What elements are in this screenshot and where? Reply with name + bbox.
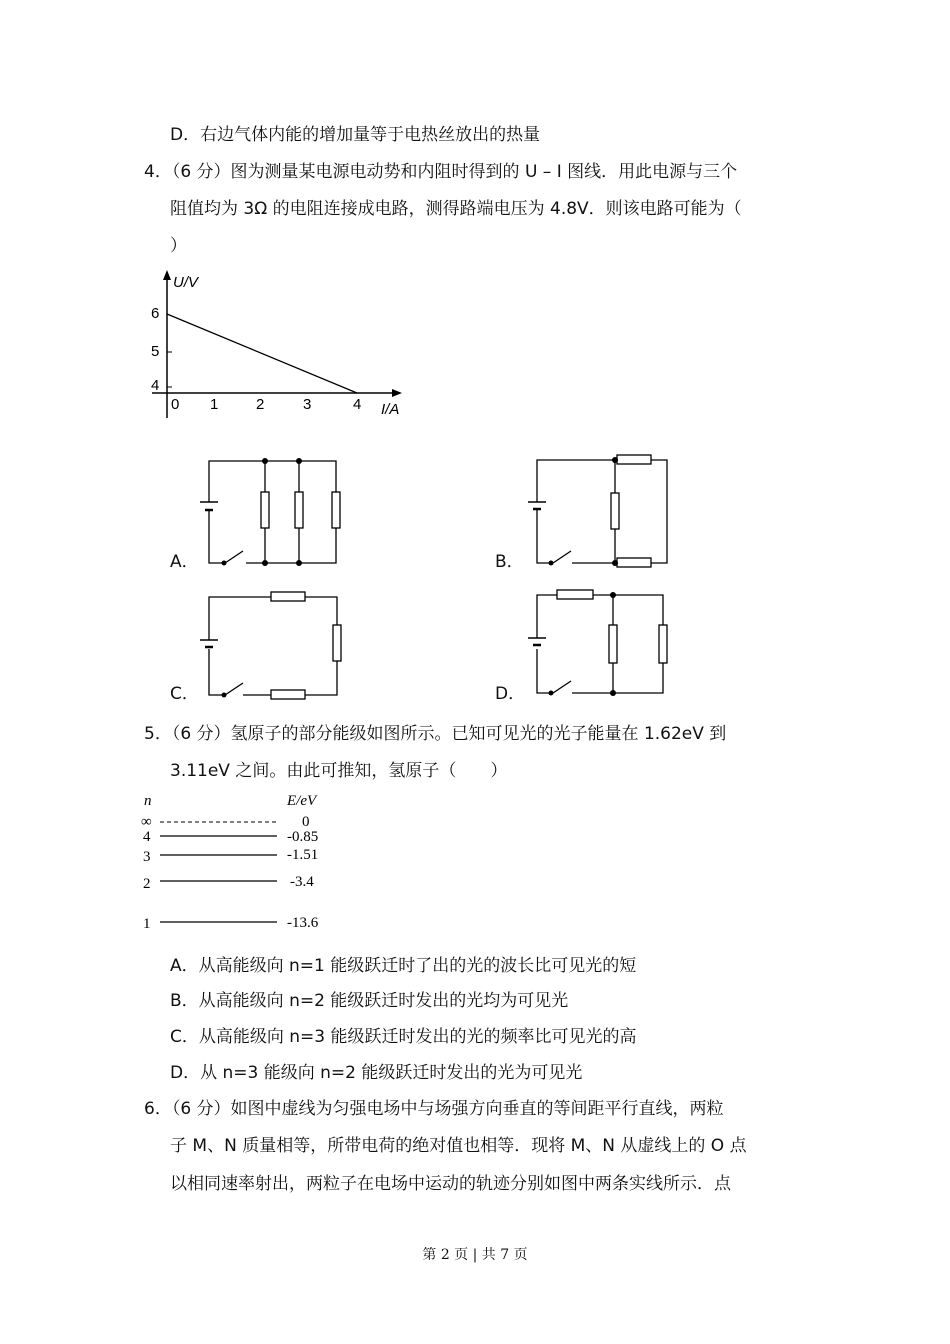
- x-axis-label: I/A: [381, 401, 400, 418]
- level-energy-label: -0.85: [287, 829, 319, 845]
- q4-stem-line3: ）: [170, 236, 187, 256]
- level-n-label: 3: [143, 849, 151, 865]
- circuit-b: [525, 450, 680, 575]
- level-n-label: 1: [143, 916, 151, 932]
- q4-option-c-label: C．: [170, 684, 199, 704]
- ui-graph: [140, 268, 420, 428]
- x-tick-label: 1: [210, 396, 219, 413]
- q4-stem-line2: 阻值均为 3Ω 的电阻连接成电路，测得路端电压为 4.8V．则该电路可能为（: [170, 199, 742, 219]
- circuit-a: [195, 455, 350, 575]
- q5-stem-line2: 3.11eV 之间。由此可推知，氢原子（ ）: [170, 761, 508, 781]
- x-axis-arrow-icon: [392, 389, 402, 397]
- q6-stem-line1: 6．（6 分）如图中虚线为匀强电场中与场强方向垂直的等间距平行直线，两粒: [144, 1099, 724, 1119]
- level-n-label: 4: [143, 829, 151, 845]
- y-axis-label: U/V: [173, 274, 199, 291]
- level-n-label: ∞: [141, 814, 152, 830]
- n-axis-label: n: [144, 793, 152, 809]
- q3-option-d: D．右边气体内能的增加量等于电热丝放出的热量: [170, 125, 541, 145]
- q6-stem-line3: 以相同速率射出，两粒子在电场中运动的轨迹分别如图中两条实线所示．点: [170, 1174, 731, 1194]
- energy-level-diagram: [135, 788, 345, 938]
- level-energy-label: -3.4: [290, 874, 314, 890]
- x-tick-label: 0: [171, 396, 180, 413]
- level-energy-label: 0: [302, 814, 310, 830]
- energy-axis-label: E/eV: [287, 793, 317, 809]
- y-tick-label: 4: [151, 377, 160, 394]
- q5-stem-line1: 5．（6 分）氢原子的部分能级如图所示。已知可见光的光子能量在 1.62eV 到: [144, 724, 727, 744]
- x-tick-label: 4: [353, 396, 362, 413]
- level-energy-label: -1.51: [287, 847, 319, 863]
- q6-stem-line2: 子 M、N 质量相等，所带电荷的绝对值也相等．现将 M、N 从虚线上的 O 点: [170, 1136, 747, 1156]
- q4-option-d-label: D．: [495, 684, 526, 704]
- q4-stem-line1: 4．（6 分）图为测量某电源电动势和内阻时得到的 U – I 图线．用此电源与三个: [144, 162, 738, 182]
- level-energy-label: -13.6: [287, 915, 319, 931]
- q5-option-b: B．从高能级向 n=2 能级跃迁时发出的光均为可见光: [170, 991, 569, 1011]
- y-axis-arrow-icon: [163, 270, 171, 280]
- y-tick-label: 6: [151, 305, 160, 322]
- q4-option-a-label: A．: [170, 552, 199, 572]
- x-tick-label: 3: [303, 396, 312, 413]
- circuit-c: [195, 585, 350, 705]
- ui-line: [167, 314, 357, 393]
- q5-option-a: A．从高能级向 n=1 能级跃迁时了出的光的波长比可见光的短: [170, 956, 637, 976]
- circuit-d: [525, 585, 680, 705]
- y-tick-label: 5: [151, 343, 160, 360]
- q4-option-b-label: B．: [495, 552, 524, 572]
- level-n-label: 2: [143, 876, 151, 892]
- page-footer: 第 2 页 | 共 7 页: [422, 1247, 528, 1263]
- x-tick-label: 2: [256, 396, 265, 413]
- q5-option-d: D．从 n=3 能级向 n=2 能级跃迁时发出的光为可见光: [170, 1063, 583, 1083]
- q5-option-c: C．从高能级向 n=3 能级跃迁时发出的光的频率比可见光的高: [170, 1027, 637, 1047]
